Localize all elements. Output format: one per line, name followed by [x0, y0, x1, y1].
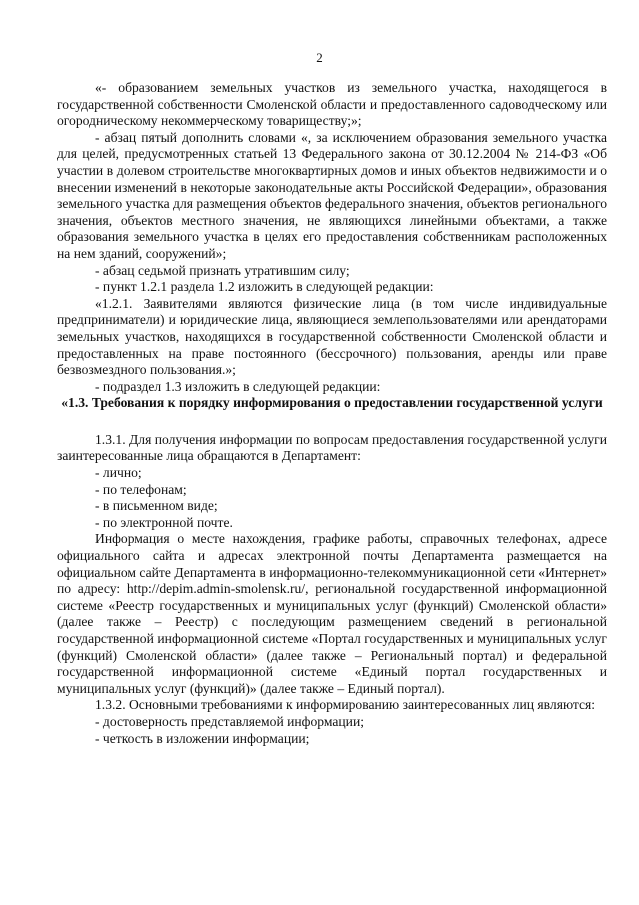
paragraph: 1.3.2. Основными требованиями к информированию заинтересованных лиц являются: — [95, 697, 596, 713]
paragraph: «1.2.1. Заявителями являются физические лица (в том числе индивидуальные предприниматели) и юридические лица, являющиеся землепользователями или арендаторами земельных участков, находящихся в государственной собственности Смоленской области и предоставленных на праве постоянного (бессрочного) пользования, аренды или праве безвозмездного пользования.»; — [57, 295, 607, 378]
list-item: - по электронной почте. — [95, 514, 233, 530]
list-item: - достоверность представляемой информации; — [95, 713, 365, 729]
list-item: - лично; — [95, 465, 142, 481]
list-item: - в письменном виде; — [95, 498, 218, 514]
list-item: - четкость в изложении информации; — [95, 730, 310, 746]
document-body — [57, 80, 607, 747]
paragraph: - абзац седьмой признать утратившим силу; — [95, 262, 350, 278]
page-number: 2 — [316, 50, 323, 65]
paragraph: 1.3.1. Для получения информации по вопросам предоставления государственной услуги заинтересованные лица обращаются в Департамент: — [57, 431, 607, 464]
list-item: - по телефонам; — [95, 481, 187, 497]
paragraph: Информация о месте нахождения, графике работы, справочных телефонах, адресе официального сайта и адресах электронной почты Департамента размещается на официальном сайте Департамента в информационно-телекоммуникационной сети «Интернет» по адресу: http://depim.admin-smolensk.ru/, региональной государственной информационной системе «Реестр государственных и муниципальных услуг (функций) Смоленской области» (далее также – Реестр) с последующим размещением сведений в региональной государственной информационной системе «Портал государственных и муниципальных услуг (функций) Смоленской области» (далее также – Региональный портал) и федеральной государственной информационной системе «Единый портал государственных и муниципальных услуг (функций)» (далее также – Единый портал). — [57, 531, 607, 696]
section-heading: «1.3. Требования к порядку информирования о предоставлении государственной услуги — [61, 395, 603, 411]
spacer — [57, 412, 607, 432]
paragraph: - абзац пятый дополнить словами «, за исключением образования земельного участка для целей, предусмотренных статьей 13 Федерального закона от 30.12.2004 № 214-ФЗ «Об участии в долевом строительстве многоквартирных домов и иных объектов недвижимости и о внесении изменений в некоторые законодательные акты Российской Федерации», образования земельного участка для размещения объектов федерального значения, объектов регионального значения, объектов местного значения, не являющихся линейными объектами, а также образования земельного участка в целях его предоставления собственникам расположенных на нем зданий, сооружений»; — [57, 129, 607, 261]
paragraph: «- образованием земельных участков из земельного участка, находящегося в государственной собственности Смоленской области и предоставленного садоводческому или огородническому некоммерческому товариществу;»; — [57, 80, 607, 129]
paragraph: - пункт 1.2.1 раздела 1.2 изложить в следующей редакции: — [95, 279, 434, 295]
paragraph: - подраздел 1.3 изложить в следующей редакции: — [95, 378, 381, 394]
